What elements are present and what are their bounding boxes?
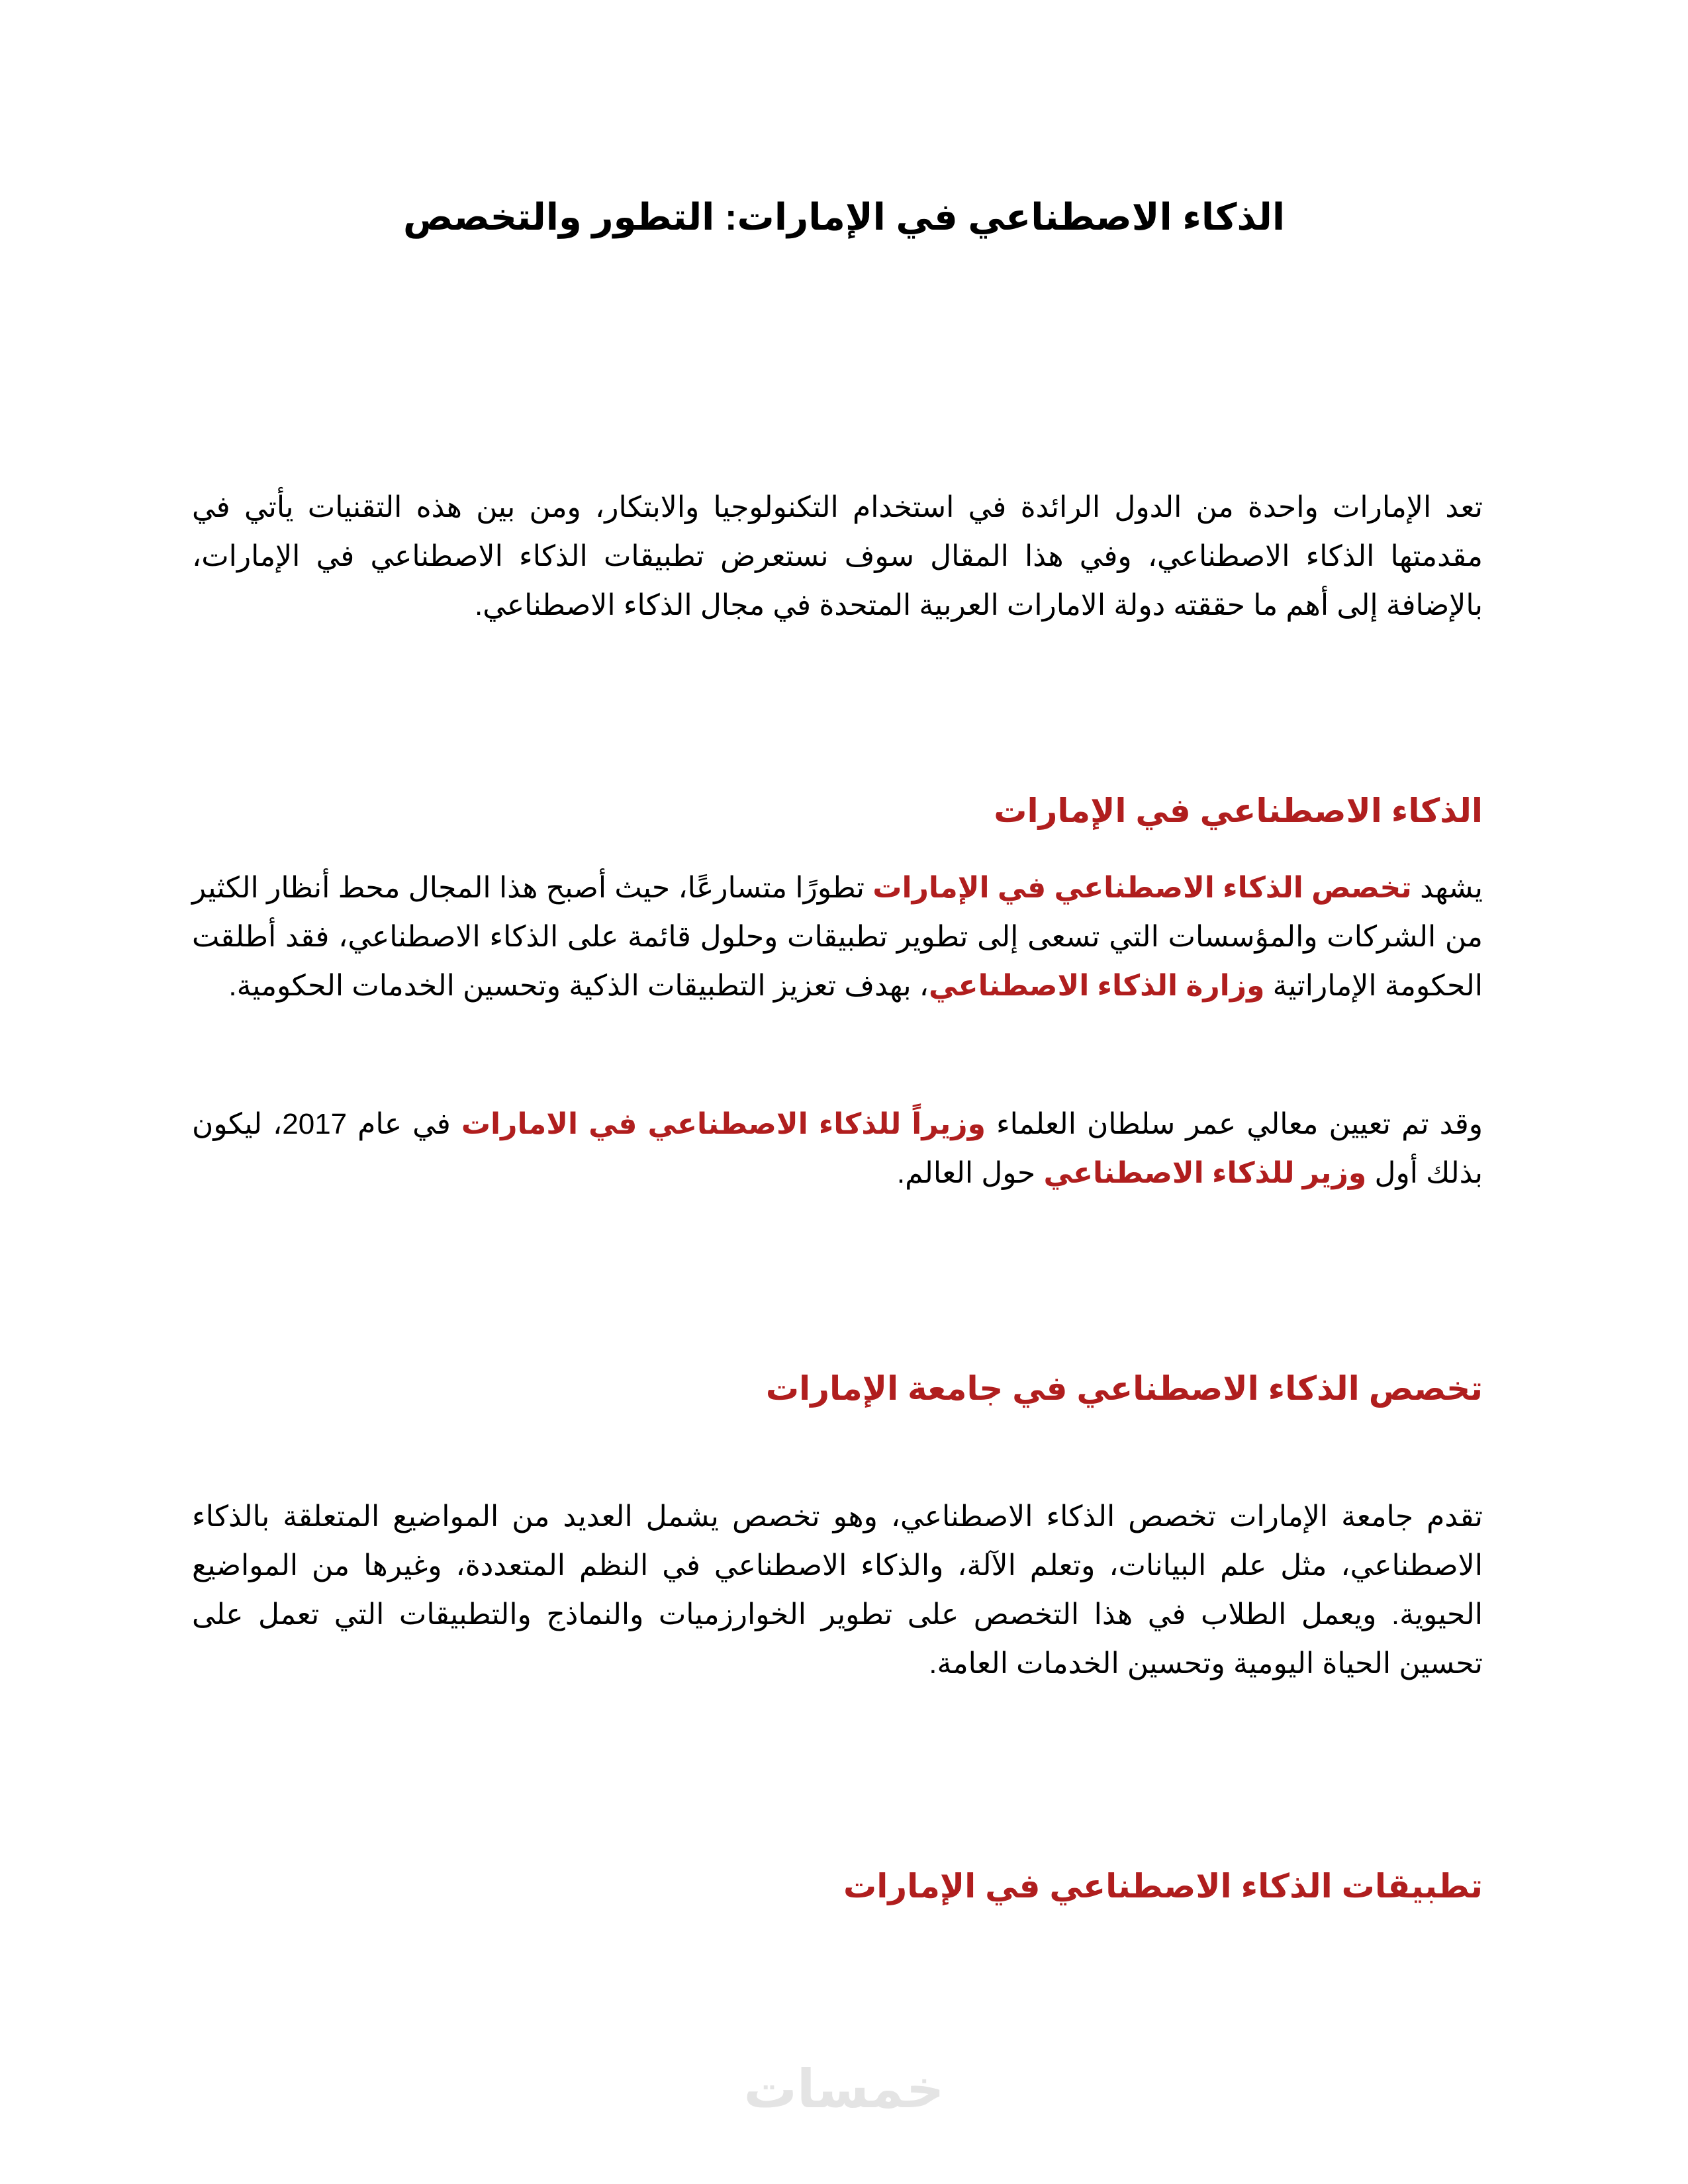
section1-paragraph-2 — [192, 1100, 1483, 1198]
section1-paragraph-1 — [192, 864, 1483, 1011]
highlight-ai-specialization[interactable]: تخصص الذكاء الاصطناعي في الإمارات — [872, 872, 1412, 904]
text-run: في عام 2017، ليكون بذلك أول — [192, 1108, 1483, 1189]
page-title: الذكاء الاصطناعي في الإمارات: التطور والتخصص — [402, 196, 1286, 238]
section-heading-ai-in-uae: الذكاء الاصطناعي في الإمارات — [994, 792, 1483, 829]
khamsat-watermark: خمسات — [743, 2060, 945, 2118]
highlight-ai-minister[interactable]: وزير للذكاء الاصطناعي — [1043, 1157, 1367, 1189]
text-run: وقد تم تعيين معالي عمر سلطان العلماء — [985, 1108, 1483, 1140]
section-heading-uae-university: تخصص الذكاء الاصطناعي في جامعة الإمارات — [765, 1370, 1483, 1407]
intro-paragraph: تعد الإمارات واحدة من الدول الرائدة في استخدام التكنولوجيا والابتكار، ومن بين هذه التقنيات يأتي في مقدمتها الذكاء الاصطناعي، وفي هذا المقال سوف نستعرض تطبيقات الذكاء الاصطناعي في الإمارات، بالإضافة إلى أهم ما حققته دولة الامارات العربية المتحدة في مجال الذكاء الاصطناعي. — [192, 491, 1483, 621]
highlight-ai-ministry[interactable]: وزارة الذكاء الاصطناعي — [929, 970, 1265, 1002]
highlight-ai-minister-uae[interactable]: وزيراً للذكاء الاصطناعي في الامارات — [461, 1108, 986, 1140]
text-run: حول العالم. — [896, 1157, 1044, 1189]
section2-paragraph: تقدم جامعة الإمارات تخصص الذكاء الاصطناعي، وهو تخصص يشمل العديد من المواضيع المتعلقة بالذكاء الاصطناعي، مثل علم البيانات، وتعلم الآلة، والذكاء الاصطناعي في النظم المتعددة، وغيرها من المواضيع الحيوية. ويعمل الطلاب في هذا التخصص على تطوير الخوارزميات والنماذج والتطبيقات التي تعمل على تحسين الحياة اليومية وتحسين الخدمات العامة. — [192, 1500, 1483, 1680]
text-run: يشهد — [1411, 872, 1483, 904]
section-heading-ai-applications: تطبيقات الذكاء الاصطناعي في الإمارات — [843, 1868, 1483, 1905]
text-run: ، بهدف تعزيز التطبيقات الذكية وتحسين الخدمات الحكومية. — [228, 970, 929, 1002]
text-run: تطورًا متسارعًا، حيث أصبح هذا المجال محط أنظار الكثير من الشركات والمؤسسات التي تسعى إلى تطوير تطبيقات وحلول قائمة على الذكاء الاصطناعي، فقد أطلقت الحكومة الإماراتية — [192, 872, 1483, 1002]
